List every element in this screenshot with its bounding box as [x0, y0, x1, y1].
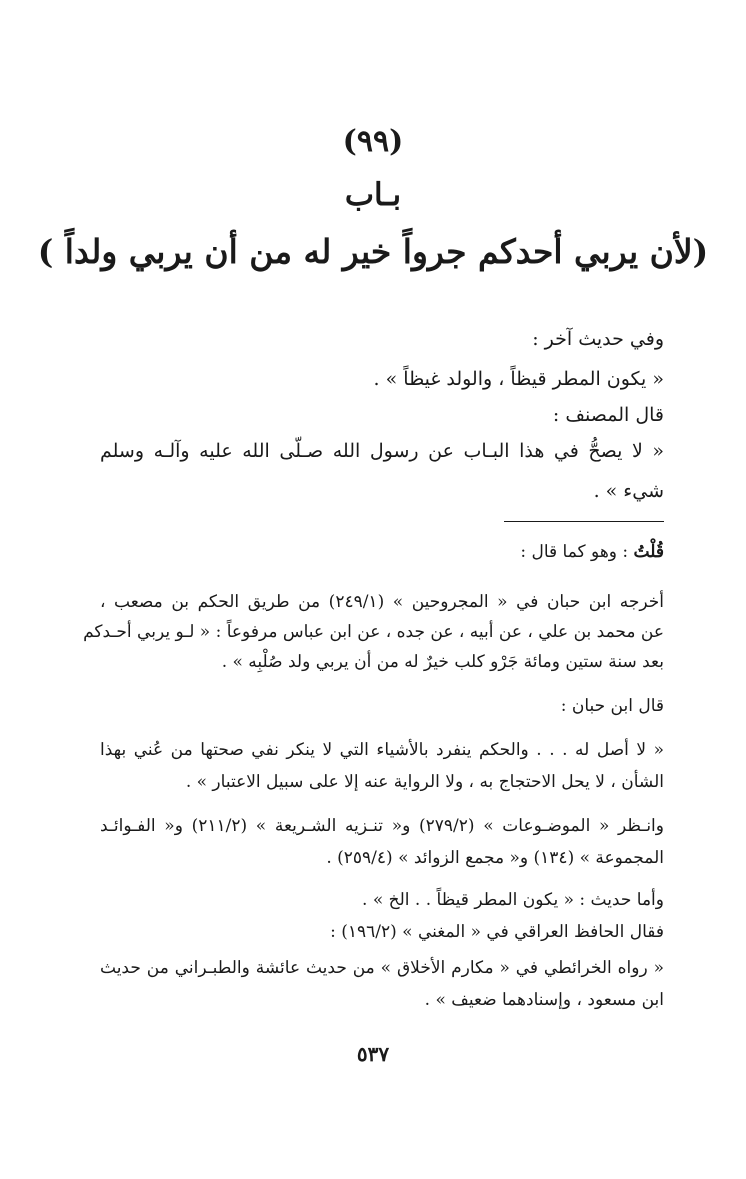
note-p2: قال ابن حبان : [560, 696, 664, 716]
note-p1-line-2: عن محمد بن علي ، عن أبيه ، عن جده ، عن ابن عباس مرفوعاً : « لـو يربي أحـدكم [83, 622, 664, 642]
note-p6: فقال الحافظ العراقي في « المغني » (١٩٦/٢) : [330, 922, 664, 942]
note-p1-line-1: أخرجه ابن حبان في « المجروحين » (٢٤٩/١) من طريق الحكم بن مصعب ، [100, 592, 664, 612]
qultu-line [520, 542, 664, 562]
chapter-title: (لأن يربي أحدكم جرواً خير له من أن يربي ولداً ) [37, 232, 709, 271]
note-p4-line-2: المجموعة » (١٣٤) و« مجمع الزوائد » (٢٥٩/٤) . [326, 848, 664, 868]
note-p7-line-1: « رواه الخرائطي في « مكارم الأخلاق » من حديث عائشة والطبـراني من حديث [100, 958, 664, 978]
note-p5: وأما حديث : « يكون المطر قيظاً . . الخ » . [362, 890, 664, 910]
chapter-number: (٩٩) [342, 124, 404, 159]
note-p7-line-2: ابن مسعود ، وإسنادهما ضعيف » . [424, 990, 664, 1010]
upper-line-1: وفي حديث آخر : [532, 328, 664, 350]
upper-line-5: شيء » . [593, 480, 664, 502]
qultu-word: قُلْتُ [633, 542, 664, 562]
note-p1-line-3: بعد سنة ستين ومائة جَرْو كلب خيرٌ له من أن يربي ولد صُلْبِه » . [221, 652, 664, 672]
note-p4-line-1: وانـظر « الموضـوعات » (٢٧٩/٢) و« تنـزيه الشـريعة » (٢١١/٢) و« الفـوائـد [100, 816, 664, 836]
page-number: ٥٣٧ [356, 1042, 390, 1066]
upper-line-3: قال المصنف : [552, 404, 664, 426]
note-p3-line-2: الشأن ، لا يحل الاحتجاج به ، ولا الرواية عنه إلا على سبيل الاعتبار » . [185, 772, 664, 792]
footnote-divider [504, 521, 664, 522]
upper-line-2: « يكون المطر قيظاً ، والولد غيظاً » . [373, 368, 664, 390]
qultu-rest: : وهو كما قال : [520, 542, 634, 562]
upper-line-4: « لا يصحُّ في هذا البـاب عن رسول الله صـلّى الله عليه وآلـه وسلم [100, 440, 664, 462]
chapter-label: بـاب [344, 177, 402, 213]
note-p3-line-1: « لا أصل له . . . والحكم ينفرد بالأشياء التي لا ينكر نفي صحتها من عُني بهذا [100, 740, 664, 760]
